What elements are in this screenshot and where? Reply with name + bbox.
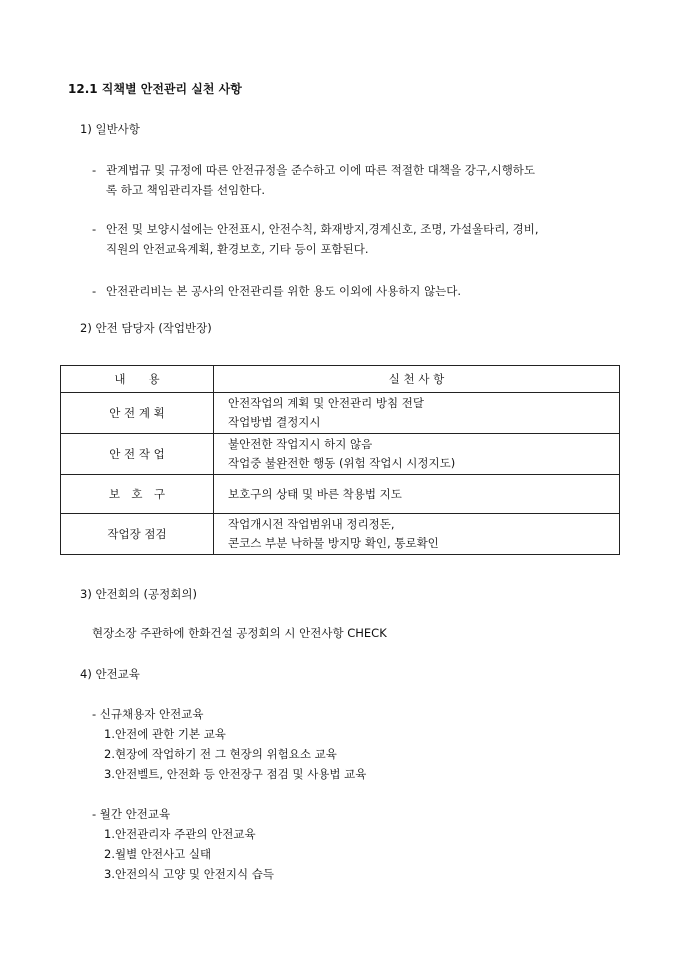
- table-row-label: 안 전 작 업: [61, 434, 214, 475]
- list-item-line: 록 하고 책임관리자를 선임한다.: [106, 183, 266, 197]
- table-row-label: 안 전 계 획: [61, 393, 214, 434]
- section-heading-safety-meeting: 3) 안전회의 (공정회의): [80, 587, 197, 601]
- section-heading-safety-officer: 2) 안전 담당자 (작업반장): [80, 321, 212, 335]
- table-header-practice: 실 천 사 항: [214, 366, 620, 393]
- dash-marker: -: [92, 163, 97, 177]
- detail-line: 보호구의 상태 및 바른 착용법 지도: [228, 486, 402, 501]
- safety-practice-table: [60, 365, 620, 555]
- page-title: 12.1 직책별 안전관리 실천 사항: [68, 82, 242, 96]
- section-heading-general: 1) 일반사항: [80, 122, 140, 136]
- education-group-title: - 월간 안전교육: [92, 807, 171, 821]
- detail-line: 작업방법 결정지시: [228, 415, 321, 429]
- detail-line: 작업중 불완전한 행동 (위험 작업시 시정지도): [228, 456, 456, 470]
- detail-line: 콘코스 부분 낙하물 방지망 확인, 통로확인: [228, 536, 439, 550]
- table-row-detail: [214, 434, 620, 475]
- list-item-line: 안전 및 보양시설에는 안전표시, 안전수칙, 화재방지,경계신호, 조명, 가설울타리, 경비,: [106, 222, 539, 236]
- table-row-detail: [214, 514, 620, 555]
- list-item: 2.현장에 작업하기 전 그 현장의 위험요소 교육: [104, 747, 337, 761]
- dash-marker: -: [92, 284, 97, 298]
- list-item: 3.안전벨트, 안전화 등 안전장구 점검 및 사용법 교육: [104, 767, 367, 781]
- table-row-detail: [214, 393, 620, 434]
- detail-line: 작업개시전 작업범위내 정리정돈,: [228, 517, 395, 531]
- safety-meeting-text: 현장소장 주관하에 한화건설 공정회의 시 안전사항 CHECK: [92, 626, 387, 640]
- section-heading-safety-education: 4) 안전교육: [80, 667, 140, 681]
- table-row-label: 보 호 구: [61, 475, 214, 514]
- table-header-row: [61, 366, 620, 393]
- table-row-label: 작업장 점검: [61, 514, 214, 555]
- list-item-line: 관계법규 및 규정에 따른 안전규정을 준수하고 이에 따른 적절한 대책을 강구,시행하도: [106, 163, 536, 177]
- list-item: 3.안전의식 고양 및 안전지식 습득: [104, 867, 275, 881]
- list-item-line: 안전관리비는 본 공사의 안전관리를 위한 용도 이외에 사용하지 않는다.: [106, 284, 462, 298]
- education-group-title: - 신규채용자 안전교육: [92, 707, 204, 721]
- list-item: 2.월별 안전사고 실태: [104, 847, 212, 861]
- detail-line: 불안전한 작업지시 하지 않음: [228, 437, 373, 451]
- list-item-line: 직원의 안전교육계획, 환경보호, 기타 등이 포함된다.: [106, 242, 369, 256]
- list-item: [92, 160, 632, 200]
- table-header-content: 내 용: [61, 366, 214, 393]
- list-item: 1.안전에 관한 기본 교육: [104, 727, 226, 741]
- detail-line: 안전작업의 계획 및 안전관리 방침 전달: [228, 396, 425, 410]
- dash-marker: -: [92, 222, 97, 236]
- table-row: [61, 514, 620, 555]
- list-item: 1.안전관리자 주관의 안전교육: [104, 827, 256, 841]
- list-item: [92, 219, 632, 259]
- table-row-detail: [214, 475, 620, 514]
- table-row: [61, 475, 620, 514]
- table-row: [61, 434, 620, 475]
- table-row: [61, 393, 620, 434]
- list-item: [92, 281, 632, 301]
